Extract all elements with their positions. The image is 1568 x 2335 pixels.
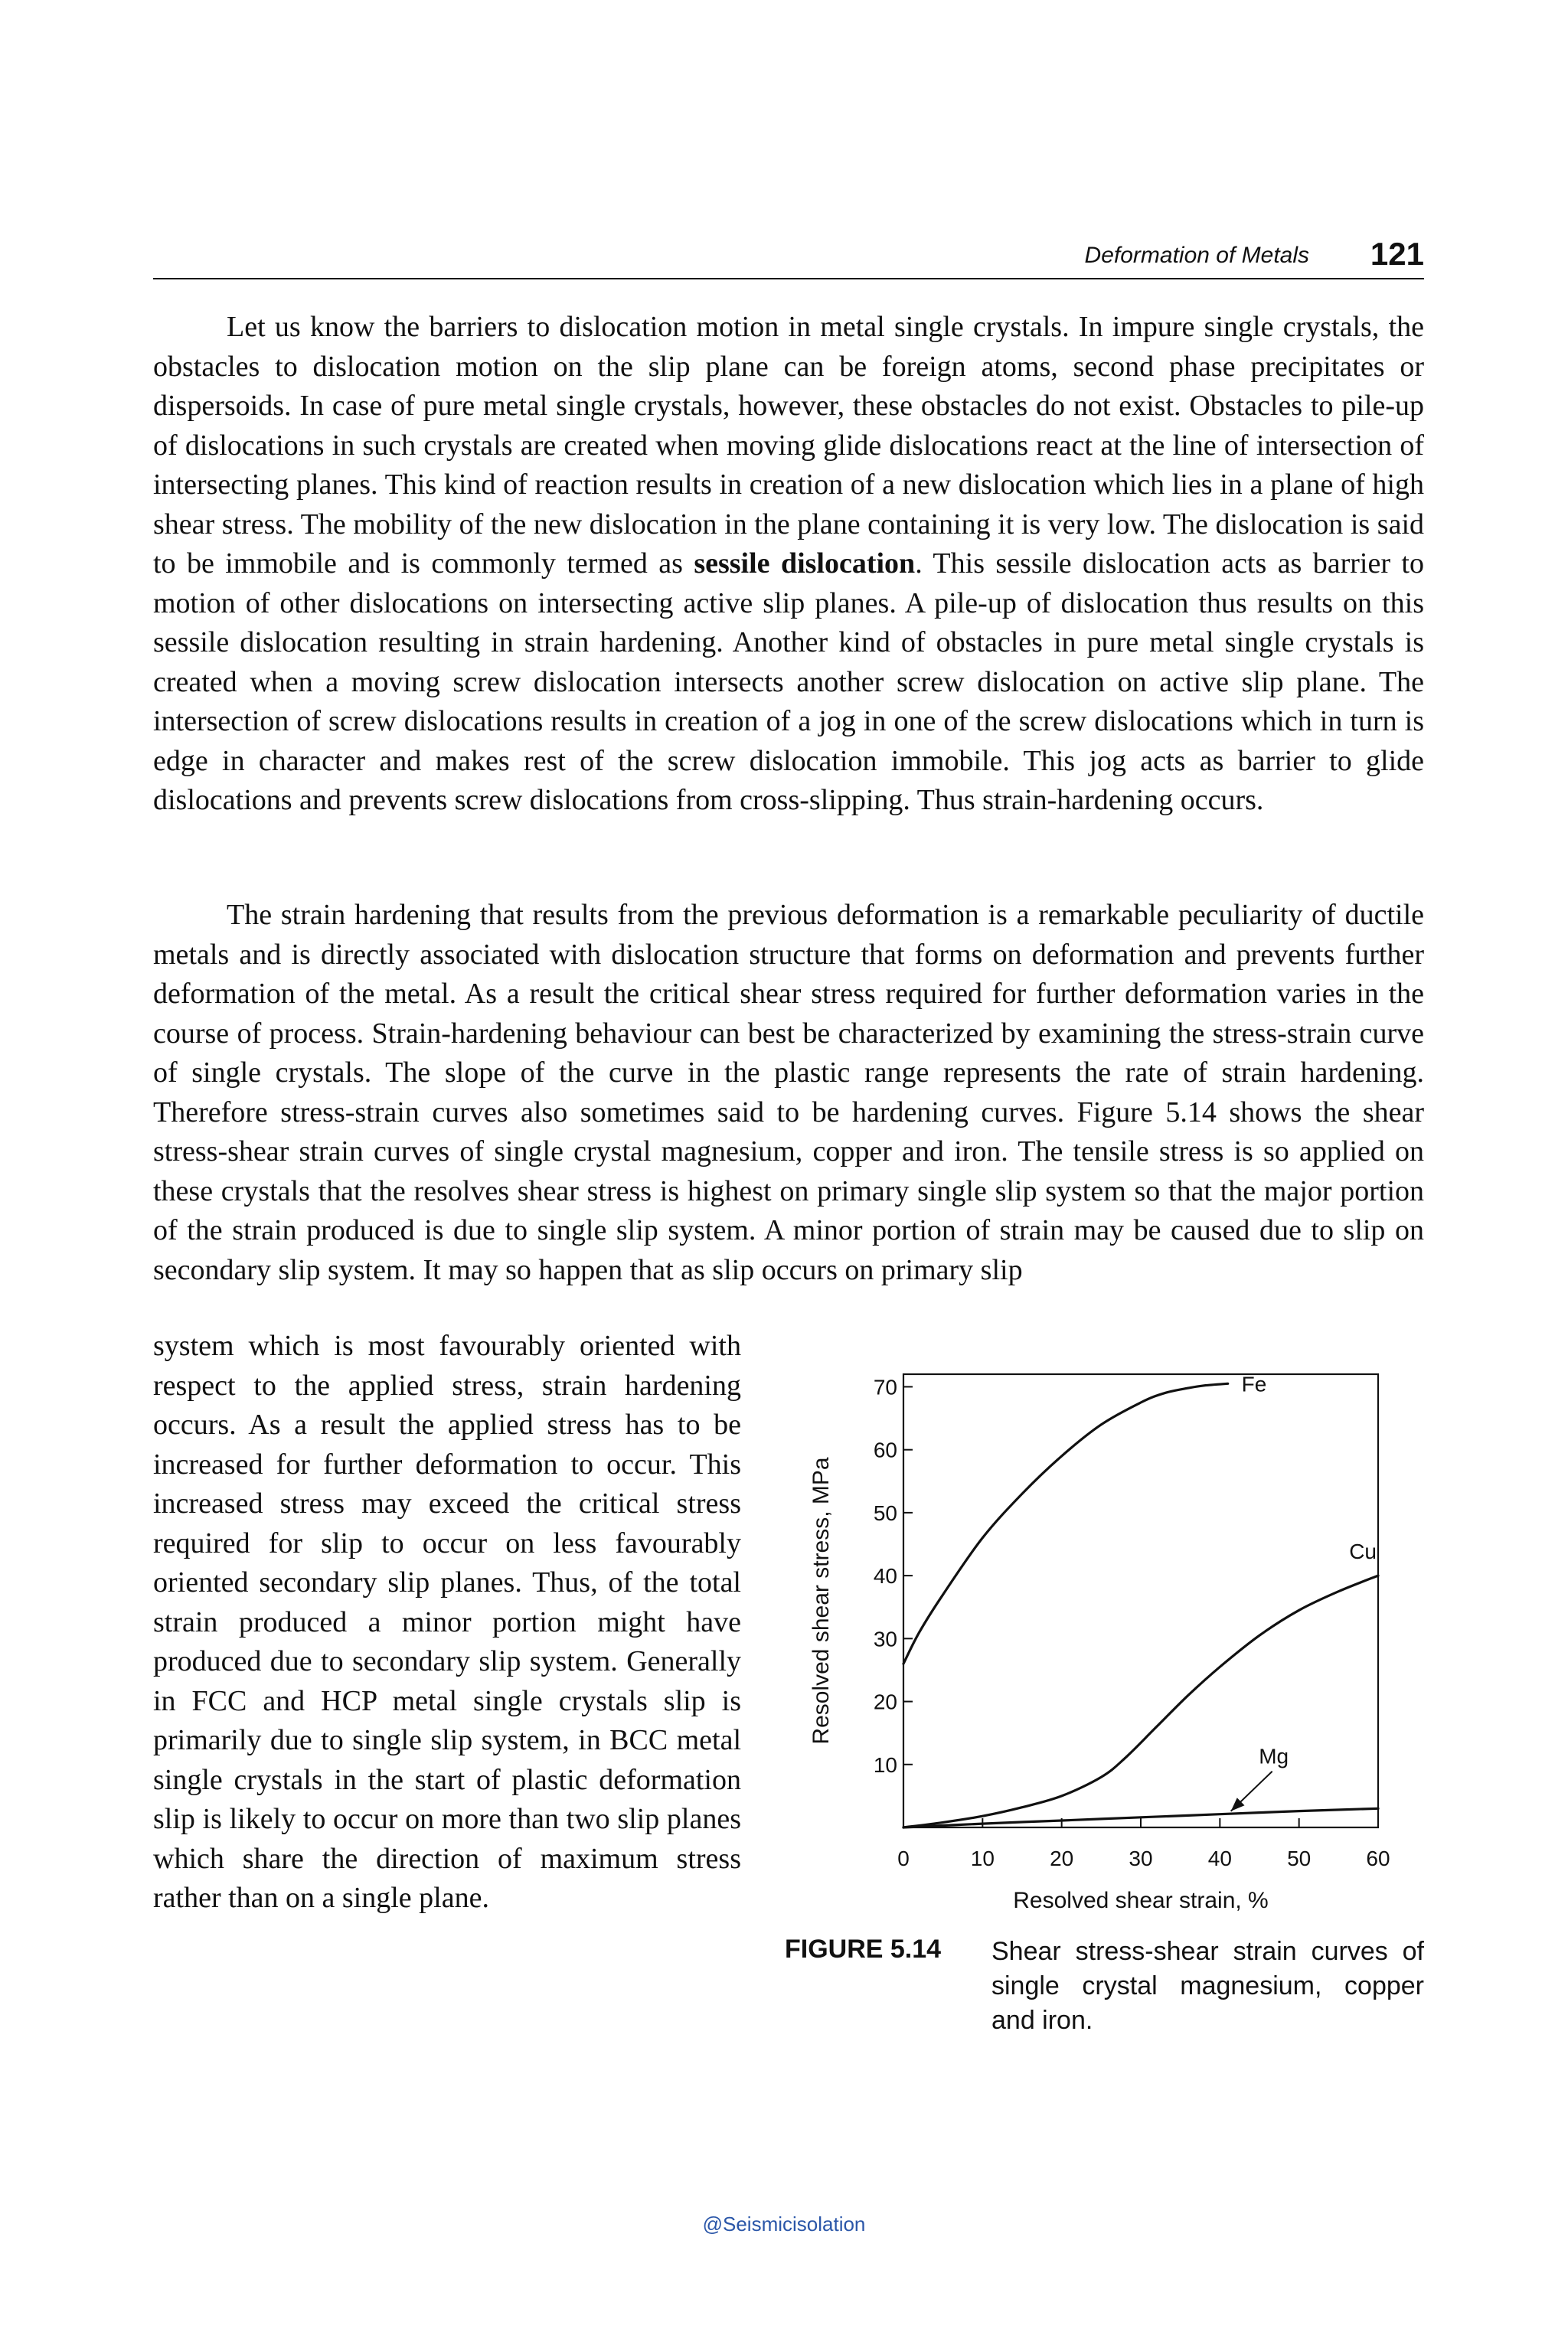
x-tick-label-40: 40 [1207, 1847, 1232, 1870]
x-tick-label-0: 0 [897, 1847, 910, 1870]
y-axis-label: Resolved shear stress, MPa [808, 1457, 834, 1745]
series-label-mg: Mg [1259, 1744, 1289, 1768]
running-header [153, 234, 1424, 279]
x-tick-label-10: 10 [970, 1847, 995, 1870]
series-line-fe [903, 1383, 1228, 1664]
paragraph-text: Let us know the barriers to dislocation motion in metal single crystals. In impure single crystals, the obstacles to dislocation motion on the slip plane can be foreign atoms, second phase precipitates or dispersoids. In case of pure metal single crystals, however, these obstacles do not exist. Obstacles to pile-up of dislocations in such crystals are created when moving glide dislocations react at the line of intersection of intersecting planes. This kind of reaction results in creation of a new dislocation which lies in a plane of high shear stress. The mobility of the new dislocation in the plane containing it is very low. The dislocation is said to be immobile and is commonly termed as [153, 311, 1424, 580]
y-tick-label-50: 50 [873, 1501, 897, 1525]
x-tick-label-20: 20 [1050, 1847, 1074, 1870]
figure-5-14 [773, 1351, 1424, 2056]
figure-caption: Shear stress-shear strain curves of single crystal magnesium, copper and iron. [991, 1937, 1424, 2035]
x-tick-label-30: 30 [1129, 1847, 1153, 1870]
figure-label: FIGURE 5.14 [785, 1935, 942, 1964]
plot-frame [903, 1374, 1378, 1827]
paragraph-barriers-to-dislocation-motion [153, 308, 1424, 821]
y-tick-label-60: 60 [873, 1438, 897, 1462]
y-tick-label-70: 70 [873, 1375, 897, 1399]
x-axis-label: Resolved shear strain, % [1013, 1888, 1269, 1913]
bold-term-sessile-dislocation: sessile dislocation [694, 547, 916, 580]
y-tick-label-30: 30 [873, 1627, 897, 1651]
watermark: @Seismicisolation [702, 2213, 866, 2235]
series-label-fe: Fe [1241, 1372, 1267, 1396]
series-annotations [1231, 1372, 1377, 1811]
paragraph-text: . This sessile dislocation acts as barrier to motion of other dislocations on intersecting active slip planes. A pile-up of dislocation thus results on this sessile dislocation resulting in strain hardening. Another kind of obstacles in pure metal single crystals is created when a moving screw dislocation intersects another screw dislocation on active slip plane. The intersection of screw dislocations results in creation of a jog in one of the screw dislocations which in turn is edge in character and makes rest of the screw dislocation immobile. This jog acts as barrier to glide dislocations and prevents screw dislocations from cross-slipping. Thus strain-hardening occurs. [153, 547, 1424, 816]
series-lines [903, 1383, 1378, 1827]
series-line-cu [903, 1576, 1378, 1827]
shear-stress-strain-chart [773, 1351, 1424, 1918]
x-tick-label-50: 50 [1287, 1847, 1312, 1870]
x-axis-ticks [897, 1818, 1390, 1870]
x-tick-label-60: 60 [1366, 1847, 1390, 1870]
series-label-cu: Cu [1349, 1540, 1377, 1564]
y-tick-label-20: 20 [873, 1690, 897, 1714]
page-number: 121 [1370, 236, 1424, 272]
y-tick-label-10: 10 [873, 1752, 897, 1777]
paragraph-secondary-slip: system which is most favourably oriented with respect to the applied stress, strain hardening occurs. As a result the applied stress has to be increased for further deformation to occur. This increased stress may exceed the critical stress required for slip to occur on less favourably oriented secondary slip planes. Thus, of the total strain produced a minor portion might have produced due to secondary slip system. Generally in FCC and HCP metal single crystals slip is primarily due to single slip system, in BCC metal single crystals in the start of plastic deformation slip is likely to occur on more than two slip planes which share the direction of maximum stress rather than on a single plane. [153, 1330, 741, 1914]
running-header-title: Deformation of Metals [1084, 243, 1309, 268]
paragraph-strain-hardening: The strain hardening that results from the previous deformation is a remarkable peculiarity of ductile metals and is directly associated with dislocation structure that forms on deformation and prevents further deformation of the metal. As a result the critical shear stress required for further deformation varies in the course of process. Strain-hardening behaviour can best be characterized by examining the stress-strain curve of single crystals. The slope of the curve in the plastic range represents the rate of strain hardening. Therefore stress-strain curves also sometimes said to be hardening curves. Figure 5.14 shows the shear stress-shear strain curves of single crystal magnesium, copper and iron. The tensile stress is so applied on these crystals that the resolves shear stress is highest on primary single slip system so that the major portion of the strain produced is due to single slip system. A minor portion of strain may be caused due to slip on secondary slip system. It may so happen that as slip occurs on primary slip [153, 899, 1424, 1286]
y-tick-label-40: 40 [873, 1564, 897, 1589]
y-axis-ticks [874, 1375, 913, 1776]
